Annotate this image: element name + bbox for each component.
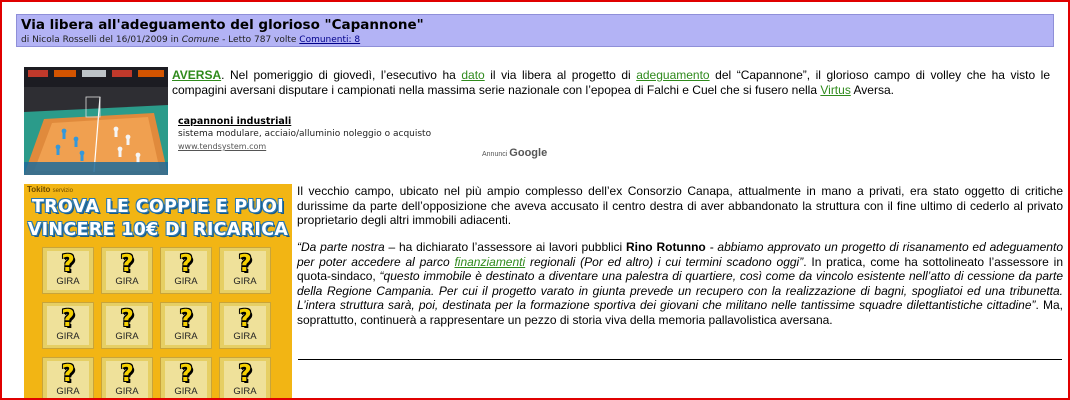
- p3-quote-2: - abbiamo approvato un progetto di risanamento ed adeguamento per poter accedere al parco: [297, 240, 1063, 269]
- ad-title[interactable]: capannoni industriali: [178, 116, 292, 127]
- p3-text-3: . Ma, soprattutto, continuerà a rappresentare un pezzo di storia viva della memoria pallavolistica aversana.: [297, 298, 1064, 327]
- question-mark-icon: ?: [179, 361, 193, 387]
- comments-link[interactable]: Comunenti: 8: [299, 35, 361, 45]
- game-card[interactable]: [42, 302, 94, 349]
- google-logo: Google: [509, 147, 548, 159]
- game-card[interactable]: [42, 357, 94, 400]
- card-label: GIRA: [174, 331, 198, 342]
- google-ads-label[interactable]: [482, 147, 547, 159]
- volleyball-photo: [24, 67, 168, 175]
- p3-quote-4: “questo immobile è destinato a diventare una palestra di quartiere, così come da vincolo esistente nell’atto di cessione da parte della Regione Campania. Per cui il progetto varato in giunta prevede un recupero con la realizzazione di bagni, spogliatoi ed una tribunetta. L’intera struttura sarà, poi, destinata per la formazione sportiva dei giovani che militano nelle tantissime squadre dilettantistiche cittadine”: [297, 269, 1064, 313]
- game-card[interactable]: [160, 357, 212, 400]
- article-meta: [21, 34, 1053, 46]
- card-label: GIRA: [115, 331, 139, 342]
- p1-text-2: il via libera al progetto di: [484, 68, 637, 82]
- game-card[interactable]: [101, 357, 153, 400]
- question-mark-icon: ?: [238, 306, 252, 332]
- game-card[interactable]: [219, 247, 271, 294]
- google-ad[interactable]: [178, 116, 478, 152]
- meta-author-date: di Nicola Rosselli del 16/01/2009 in: [21, 35, 182, 45]
- p3-quote-1: “Da parte nostra: [297, 240, 385, 254]
- game-headline-line-1: TROVA LE COPPIE E PUOI: [31, 197, 284, 217]
- game-card[interactable]: [101, 247, 153, 294]
- card-label: GIRA: [233, 386, 257, 397]
- ad-url[interactable]: www.tendsystem.com: [178, 142, 267, 151]
- article-paragraph-3: [297, 240, 1063, 328]
- link-aversa[interactable]: AVERSA: [172, 68, 222, 82]
- question-mark-icon: ?: [238, 361, 252, 387]
- p1-text-3: del “Capannone”, il glorioso campo di volley che ha visto le compagini aversani disputare i campionati nella massima serie nazionale con l’epopea di Falchi e Cuel che si fusero nella: [172, 68, 1051, 97]
- card-label: GIRA: [233, 276, 257, 287]
- card-label: GIRA: [115, 386, 139, 397]
- article-paragraph-1: [172, 68, 1050, 97]
- assessor-name: Rino Rotunno: [625, 240, 706, 254]
- p1-text-1: . Nel pomeriggio di giovedì, l’esecutivo ha: [221, 68, 462, 82]
- ad-text: sistema modulare, acciaio/alluminio noleggio o acquisto: [178, 129, 432, 139]
- link-finanziamenti[interactable]: finanziamenti: [454, 254, 526, 269]
- link-dato[interactable]: dato: [461, 68, 485, 82]
- volleyball-court-image: [24, 67, 168, 175]
- question-mark-icon: ?: [120, 251, 134, 277]
- card-label: GIRA: [56, 386, 80, 397]
- game-brand: [27, 185, 73, 194]
- ads-by-label: Annunci: [482, 151, 508, 158]
- meta-reads: - Letto 787 volte: [219, 35, 300, 45]
- meta-category: Comune: [181, 35, 220, 45]
- card-label: GIRA: [174, 386, 198, 397]
- game-card[interactable]: [160, 247, 212, 294]
- card-label: GIRA: [115, 276, 139, 287]
- question-mark-icon: ?: [120, 361, 134, 387]
- article-header: [16, 14, 1054, 47]
- card-label: GIRA: [56, 331, 80, 342]
- article-divider: [298, 359, 1062, 360]
- p3-text-2: . In pratica, come ha sottolineato l’assessore in quota-sindaco,: [297, 254, 1063, 284]
- question-mark-icon: ?: [120, 306, 134, 332]
- link-adeguamento[interactable]: adeguamento: [636, 68, 710, 82]
- game-brand-small: servizio: [52, 188, 73, 194]
- game-card[interactable]: [219, 357, 271, 400]
- article-paragraph-2: Il vecchio campo, ubicato nel più ampio complesso dell’ex Consorzio Canapa, attualmente in mano a privati, era stato oggetto di critiche durissime da parte dell’opposizione che aveva accusato il centro destra di aver abbandonato la struttura con il fine ultimo di cederlo al privato proprietario degli altri immobili adiacenti.: [297, 184, 1063, 228]
- question-mark-icon: ?: [238, 251, 252, 277]
- game-card[interactable]: [42, 247, 94, 294]
- card-label: GIRA: [56, 276, 80, 287]
- game-card[interactable]: [219, 302, 271, 349]
- question-mark-icon: ?: [61, 361, 75, 387]
- p3-text-1: – ha dichiarato l’assessore ai lavori pubblici: [384, 240, 626, 254]
- game-headline: [24, 196, 292, 242]
- p1-text-4: Aversa.: [850, 82, 894, 97]
- game-brand-name: Tokito: [27, 185, 51, 194]
- link-virtus[interactable]: Virtus: [820, 82, 851, 97]
- game-headline-line-2: VINCERE 10€ DI RICARICA: [27, 220, 289, 240]
- card-label: GIRA: [174, 276, 198, 287]
- question-mark-icon: ?: [61, 306, 75, 332]
- question-mark-icon: ?: [179, 251, 193, 277]
- card-label: GIRA: [233, 331, 257, 342]
- question-mark-icon: ?: [61, 251, 75, 277]
- article-title: Via libera all'adeguamento del glorioso "Capannone": [21, 17, 424, 33]
- question-mark-icon: ?: [179, 306, 193, 332]
- game-card[interactable]: [101, 302, 153, 349]
- game-card[interactable]: [160, 302, 212, 349]
- p3-quote-3: regionali (Por ed altro) i cui termini scadono oggi”: [525, 254, 804, 269]
- memory-game-banner[interactable]: [24, 184, 292, 400]
